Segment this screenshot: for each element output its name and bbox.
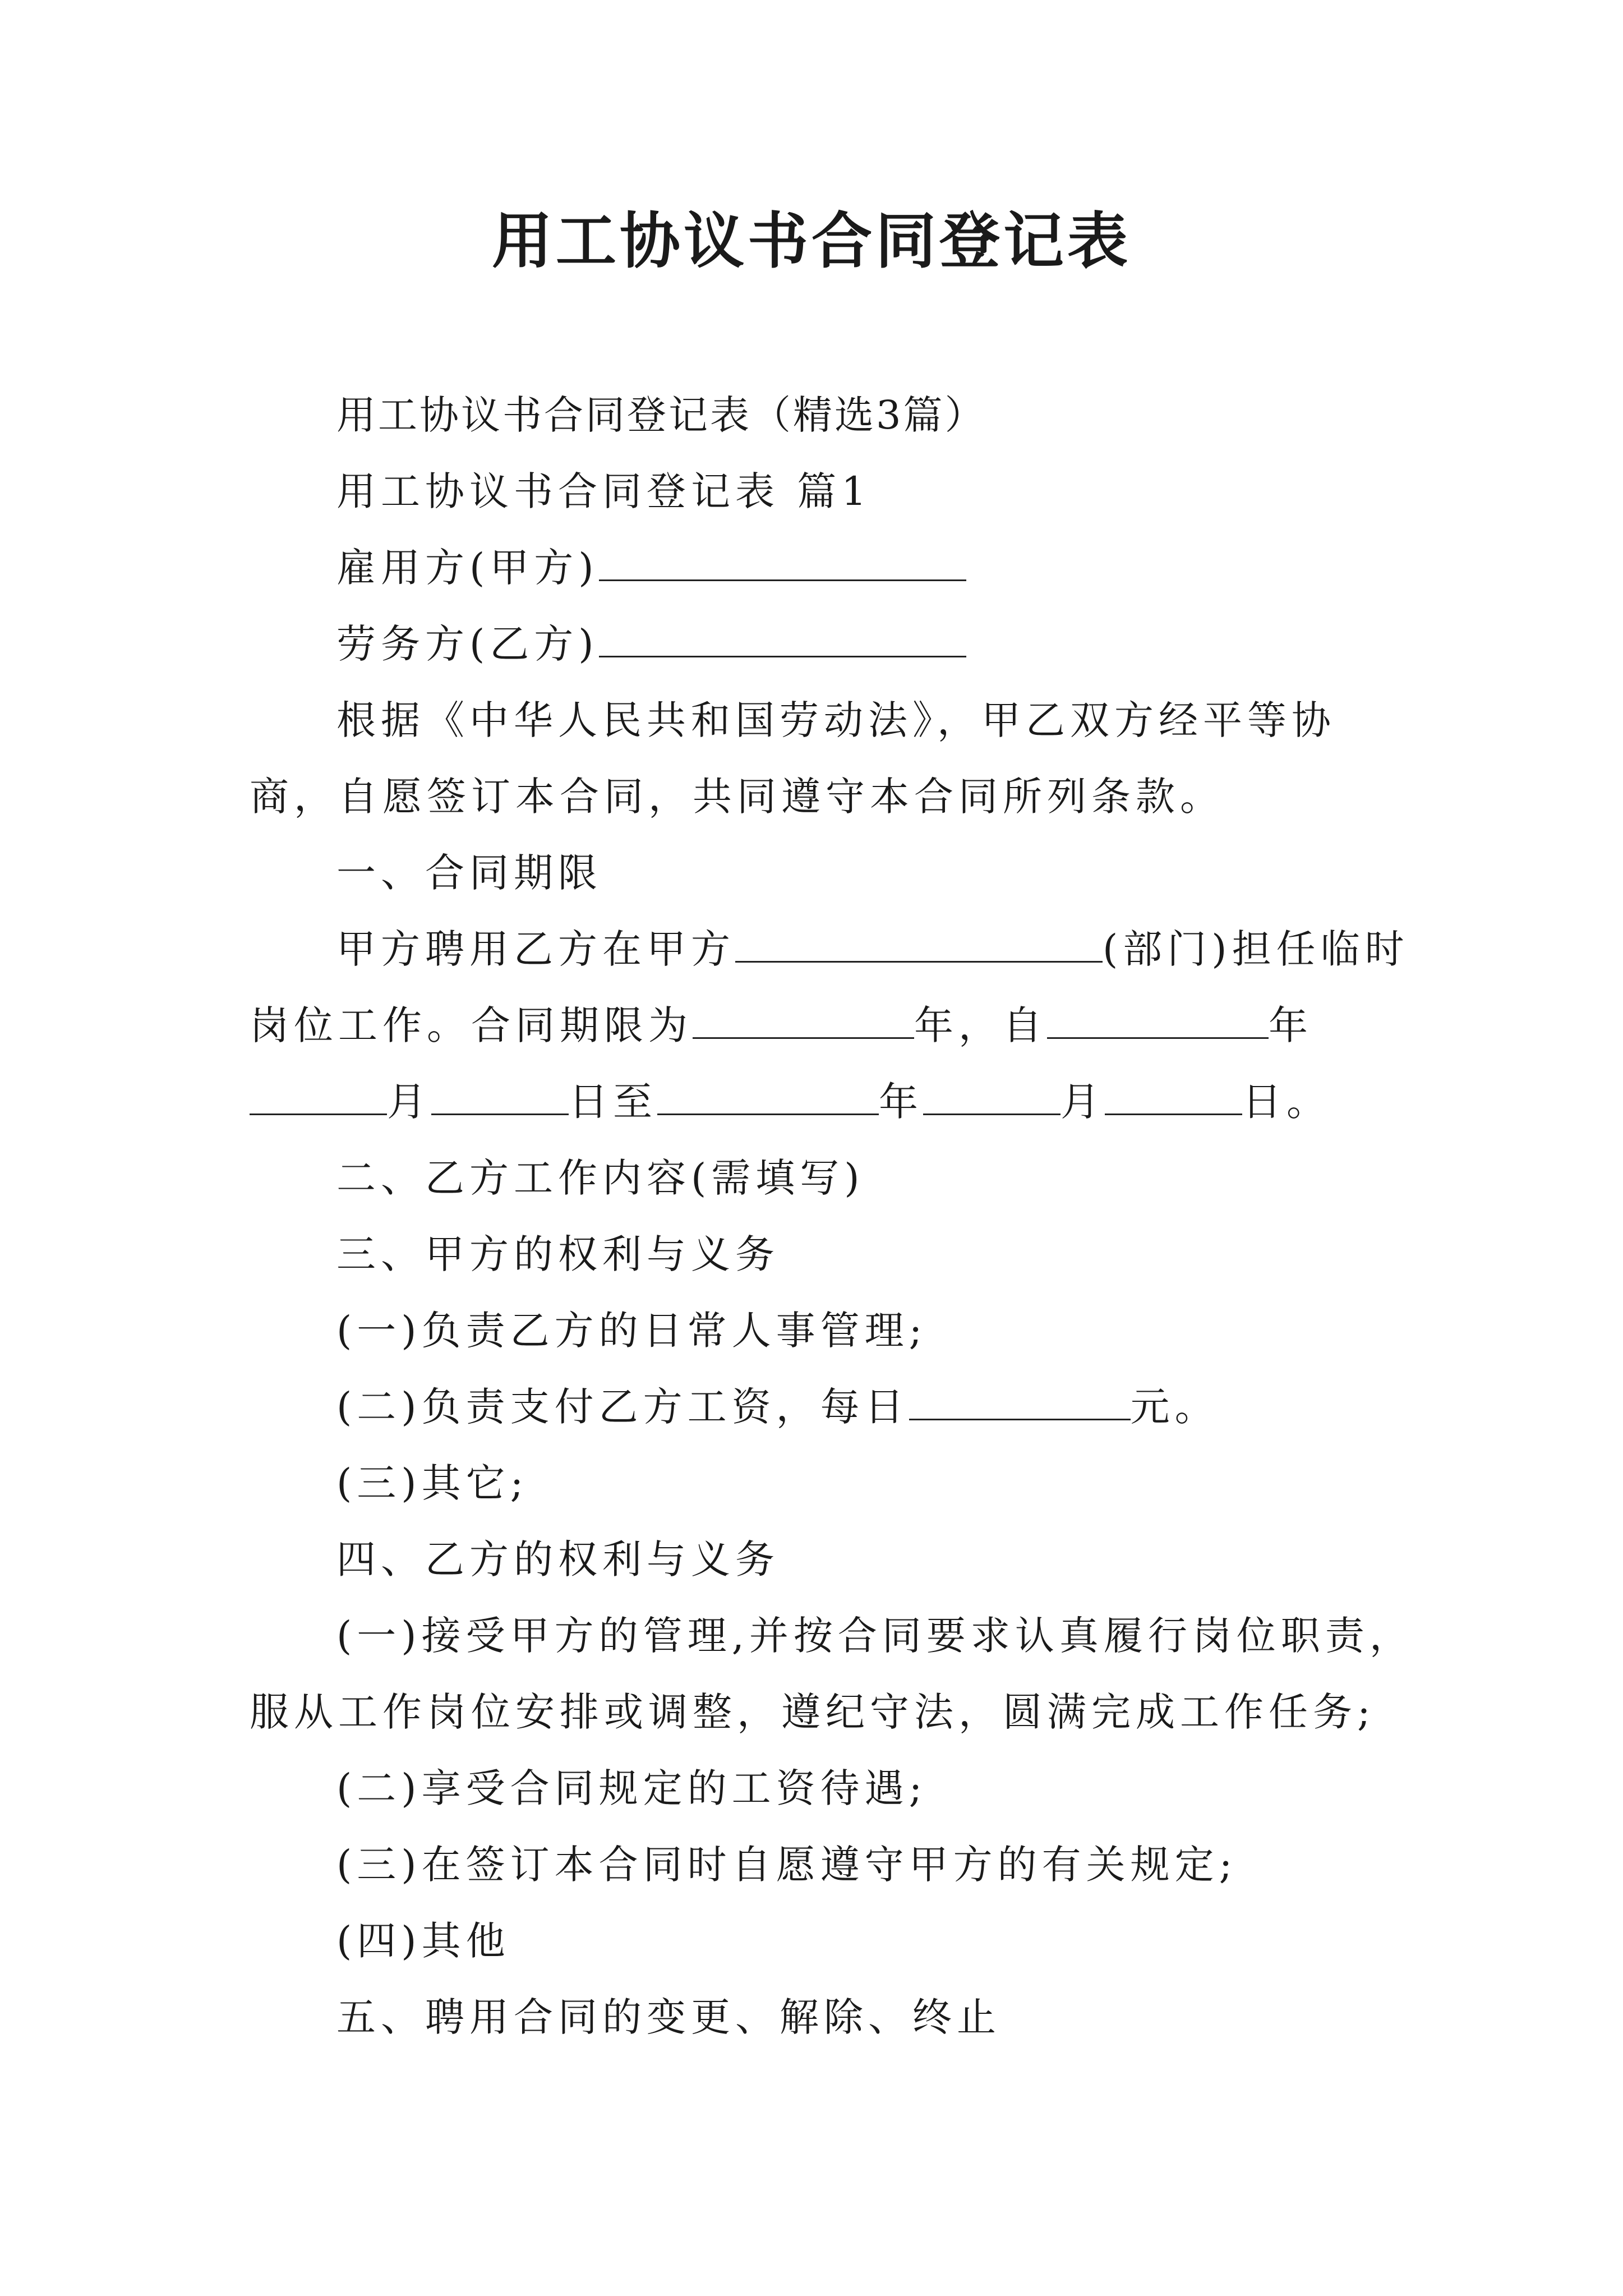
end-year-label: 年 [879,1079,923,1125]
end-month-label: 月 [1061,1079,1105,1125]
start-month-label: 月 [387,1079,431,1125]
laborer-blank [599,622,966,657]
clause-b2: (二)享受合同规定的工资待遇; [336,1765,928,1811]
employer-label: 雇用方(甲方) [336,545,599,591]
section-3-heading: 三、甲方的权利与义务 [336,1231,780,1277]
term-text-a: 甲方聘用乙方在甲方 [336,926,735,972]
clause-a2 [250,1369,1422,1445]
start-day-blank [431,1080,569,1115]
employer-blank [599,546,966,581]
laborer-label: 劳务方(乙方) [336,621,599,667]
start-month-blank [250,1080,387,1115]
laborer-line [250,606,1422,682]
end-month-blank [923,1080,1061,1115]
employer-line [250,530,1422,606]
section-2-heading: 二、乙方工作内容(需填写) [336,1155,865,1201]
clause-b1: (一)接受甲方的管理,并按合同要求认真履行岗位职责，服从工作岗位安排或调整，遵纪守法，圆满完成工作任务; [250,1613,1414,1735]
section-5-heading: 五、聘用合同的变更、解除、终止 [336,1994,1001,2040]
section-4-heading: 四、乙方的权利与义务 [336,1536,780,1582]
department-blank [735,927,1103,963]
term-paragraph [250,911,1422,1140]
document-body [250,377,1422,2055]
end-day-blank [1105,1080,1242,1115]
start-day-to: 日至 [569,1079,657,1125]
clause-a3: (三)其它; [336,1460,529,1506]
clause-b3: (三)在签订本合同时自愿遵守甲方的有关规定; [336,1842,1238,1888]
term-years-blank [693,1004,914,1039]
clause-b4: (四)其他 [336,1918,510,1964]
term-text-b: (部门)担任临时岗位工作。合同期限为 [250,926,1409,1048]
clause-a2-text: (二)负责支付乙方工资，每日 [336,1384,909,1430]
subtitle: 用工协议书合同登记表（精选3篇） [336,392,986,438]
clause-a1: (一)负责乙方的日常人事管理; [336,1308,928,1354]
daily-wage-blank [909,1385,1131,1420]
end-year-blank [657,1080,879,1115]
section-1-heading: 一、合同期限 [336,850,602,896]
intro-paragraph: 根据《中华人民共和国劳动法》，甲乙双方经平等协商，自愿签订本合同，共同遵守本合同所列条款。 [250,697,1336,820]
part-heading: 用工协议书合同登记表 篇1 [336,468,872,514]
document-title: 用工协议书合同登记表 [491,206,1131,277]
clause-a2-unit: 元。 [1130,1384,1219,1430]
end-day-label: 日。 [1242,1079,1331,1125]
start-year-blank [1047,1004,1269,1039]
start-year-label: 年 [1269,1002,1313,1048]
term-year-from: 年，自 [914,1002,1047,1048]
